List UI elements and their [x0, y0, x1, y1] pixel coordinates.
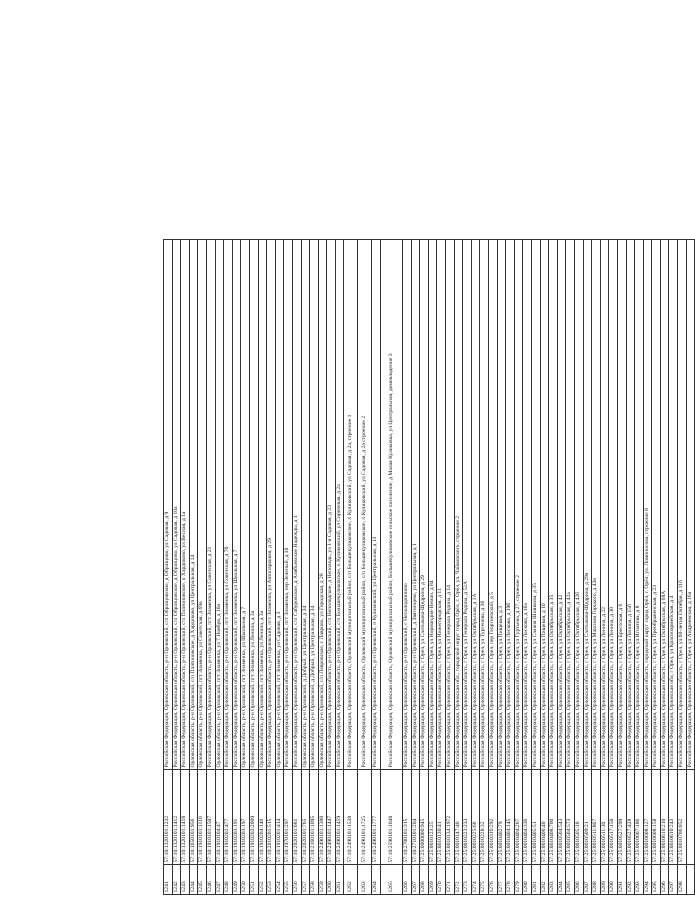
table-row: [301, 240, 310, 895]
row-number-cell: 1264: [372, 865, 381, 895]
address-cell: Российская Федерация, Орловская область, г Орел, ул Преображенская, д 23: [652, 240, 661, 770]
table-row: [523, 240, 532, 895]
cadastral-number-cell: 57:25:0010505:18: [574, 770, 583, 865]
row-number-cell: 1296: [660, 865, 669, 895]
address-cell: Российская Федерация, Орловская область, р-н Орловский, п Куликовский, ул Центральная, д 13: [372, 240, 381, 770]
table-row: [327, 240, 336, 895]
row-number-cell: 1290: [609, 865, 618, 895]
address-cell: Российская Федерация, Орловская область, г Орел, ул Лескова, д 16а: [523, 240, 532, 770]
cadastral-number-cell: 57:25:0010504:573: [566, 770, 575, 865]
address-cell: Российская Федерация, Орловская область, р-н Орловский, пгт Знаменка, ул Автопарковая, д 29: [267, 240, 276, 770]
address-cell: Российская Федерация, Орловская область, г Орел, ул Октябрьская, д 42: [557, 240, 566, 770]
address-cell: Российская Федерация, Орловская область, г Орел, ул Ленина, д 15б: [626, 240, 635, 770]
address-cell: Российская Федерация, Орловская область, г Орел, ул Октябрьская, д 35: [549, 240, 558, 770]
address-cell: Орловская область, р-н Орловский, пгт Знаменка, ул Ленина, д 3а: [258, 240, 267, 770]
address-cell: Российская Федерация, Орловская область, р-н Орловский, пгт Знаменка, ул Советская, д 21: [206, 240, 215, 770]
table-row: [206, 240, 215, 895]
table-row: [267, 240, 276, 895]
row-number-cell: 1250: [241, 865, 250, 895]
row-number-cell: 1288: [592, 865, 601, 895]
table-row: [557, 240, 566, 895]
table-row: [258, 240, 267, 895]
address-cell: Российская Федерация, Орловская область, р-н Орловский, с/п Образцовское, д Образцово, ул Садовая, д 10а: [172, 240, 181, 770]
address-cell: Российская Федерация, Орловская область, р-н Орловский, д Звягинцево, ул Центральная, д 1: [411, 240, 420, 770]
cadastral-number-cell: 57:25:0010316:292: [489, 770, 498, 865]
cadastral-number-cell: 57:10:1910203:197: [241, 770, 250, 865]
table-row: [420, 240, 429, 895]
address-cell: Российская Федерация, Орловская обл., городской округ город Орёл, г. Орёл, ул. Чайковского, строение 2: [454, 240, 463, 770]
table-row: [275, 240, 284, 895]
table-row: [643, 240, 652, 895]
address-cell: Российская Федерация, Орловская область, Орловский муниципальный район, с/п Большекуликовское, п Куликовский, ул Садовая, д 2а, строение 1: [344, 240, 358, 770]
table-row: [660, 240, 669, 895]
table-row: [566, 240, 575, 895]
cadastral-number-cell: 57:25:0010517:150: [609, 770, 618, 865]
table-row: [480, 240, 489, 895]
row-number-cell: 1269: [428, 865, 437, 895]
table-row: [215, 240, 224, 895]
row-number-cell: 1294: [643, 865, 652, 895]
row-number-cell: 1253: [267, 865, 276, 895]
row-number-cell: 1284: [557, 865, 566, 895]
row-number-cell: 1267: [411, 865, 420, 895]
address-cell: Российская Федерация, Орловская область, р-н Орловский, с/п Платоновское, п Хардиково, ул Весная, д 1а: [181, 240, 190, 770]
row-number-cell: 1266: [403, 865, 412, 895]
row-number-cell: 1270: [437, 865, 446, 895]
row-number-cell: 1286: [574, 865, 583, 895]
table-row: [284, 240, 293, 895]
table-row: [241, 240, 250, 895]
address-cell: Российская Федерация, Орловская область, городской округ город Орёл, г. Орёл, ул. Ломоносова, строение 8: [643, 240, 652, 770]
cadastral-number-cell: 57:25:0010228:32: [480, 770, 489, 865]
row-number-cell: 1275: [480, 865, 489, 895]
table-row: [497, 240, 506, 895]
table-row: [652, 240, 661, 895]
row-number-cell: 1271: [446, 865, 455, 895]
row-number-cell: 1297: [669, 865, 678, 895]
cadastral-number-cell: 57:25:0010509:21: [583, 770, 592, 865]
address-cell: Российская Федерация, Орловская область, Орловский муниципальный район, Большекуликовское сельское поселение, д Малая Куликовка, ул Центральная, домовладение 3: [381, 240, 403, 770]
address-cell: Российская Федерация, Орловская область, р-н Орловский, пгт Знаменка, ул Школьная, д 7: [232, 240, 241, 770]
row-number-cell: 1251: [249, 865, 258, 895]
table-row: [437, 240, 446, 895]
cadastral-number-cell: 57:25:0010511:30: [600, 770, 609, 865]
row-number-cell: 1298: [678, 865, 687, 895]
row-number-cell: 1243: [181, 865, 190, 895]
address-cell: Российская Федерация, Орловская область, г Орел, ул Октябрьская, д 1А: [471, 240, 480, 770]
table-row: [292, 240, 301, 895]
table-row: [189, 240, 198, 895]
row-number-cell: 1244: [189, 865, 198, 895]
cadastral-number-cell: 57:10:2490101:1725: [358, 770, 372, 865]
address-cell: Российская Федерация, Орловская область, г Орел, ул Нормандия-Неман, д 84: [428, 240, 437, 770]
table-row: [489, 240, 498, 895]
table-row: [403, 240, 412, 895]
row-number-cell: 1273: [463, 865, 472, 895]
table-row: [446, 240, 455, 895]
cadastral-number-cell: 57:10:2700101:315: [403, 770, 412, 865]
table-row: [574, 240, 583, 895]
cadastral-number-cell: 57:25:0010130:41: [437, 770, 446, 865]
table-row: [335, 240, 344, 895]
row-number-cell: 1279: [514, 865, 523, 895]
row-number-cell: 1280: [523, 865, 532, 895]
cadastral-number-cell: 57:25:0010225:66: [471, 770, 480, 865]
table-row: [506, 240, 515, 895]
table-row: [164, 240, 173, 895]
cadastral-number-cell: 57:25:0010223:233: [463, 770, 472, 865]
table-row: [454, 240, 463, 895]
cadastral-number-cell: 57:10:2020101:765: [301, 770, 310, 865]
cadastral-number-cell: 57:25:0010408:700: [549, 770, 558, 865]
address-cell: Российская Федерация, Орловская область, р-н Орловский, с/п Неполодское, д Неполодь, ул 1-я Садовая, д 23: [327, 240, 336, 770]
address-cell: Российская Федерация, Орловская область, г Орел, ул Октябрьская, д 68А: [660, 240, 669, 770]
row-number-cell: 1272: [454, 865, 463, 895]
table-row: [600, 240, 609, 895]
row-number-cell: 1254: [275, 865, 284, 895]
cadastral-number-cell: 57:25:0010123:25: [428, 770, 437, 865]
table-row: [318, 240, 327, 895]
table-row: [531, 240, 540, 895]
address-cell: Российская Федерация, Орловская область, г Орел, ул Максима Горького, д 43в: [592, 240, 601, 770]
address-cell: Российская Федерация, Орловская область, г Орел, ул Андреевская, д 16а: [686, 240, 695, 770]
cadastral-number-cell: 57:25:0010608:158: [652, 770, 661, 865]
table-row: [310, 240, 319, 895]
cadastral-number-cell: 57:25:0010404:267: [514, 770, 523, 865]
table-row: [626, 240, 635, 895]
cadastral-number-cell: 57:25:0010511:867: [592, 770, 601, 865]
table-row: [609, 240, 618, 895]
row-number-cell: 1295: [652, 865, 661, 895]
table-row: [463, 240, 472, 895]
row-number-cell: 1249: [232, 865, 241, 895]
address-cell: Российская Федерация, Орловская область, г Орел, ул Нижегородская, д 11: [437, 240, 446, 770]
table-row: [224, 240, 233, 895]
address-cell: Российская Федерация, Орловская область, р-н Орловский, пгт Знаменка, пер Зеленый, д 10: [284, 240, 293, 770]
address-cell: Российская Федерация, Орловская обл, г Орел, ул Красноармейская, д 4: [669, 240, 678, 770]
row-number-cell: 1293: [635, 865, 644, 895]
address-cell: Российская Федерация, Орловская область, р-н Орловский, с/п Образцовское, д Образцово, ул Садовая, д 9: [164, 240, 173, 770]
row-number-cell: 1291: [617, 865, 626, 895]
table-row: [181, 240, 190, 895]
cadastral-number-cell: 57:10:1910201:414: [275, 770, 284, 865]
table-row: [172, 240, 181, 895]
address-cell: Российская Федерация, Орловская область, г Орел, ул Ленина, д 30: [609, 240, 618, 770]
table-row: [686, 240, 695, 895]
table-row: [198, 240, 207, 895]
cadastral-number-cell: 57:25:0010147:40: [454, 770, 463, 865]
cadastral-number-cell: 57:25:0010607:186: [635, 770, 644, 865]
cadastral-number-cell: 57:10:1910203:191: [232, 770, 241, 865]
row-number-cell: 1276: [489, 865, 498, 895]
table-row: [372, 240, 381, 895]
row-number-cell: 1265: [381, 865, 403, 895]
row-number-cell: 1287: [583, 865, 592, 895]
cadastral-number-cell: 57:10:1910202:477: [224, 770, 233, 865]
row-number-cell: 1261: [335, 865, 344, 895]
table-row: [549, 240, 558, 895]
row-number-cell: 1242: [172, 865, 181, 895]
address-cell: Орловская область, р-н Орловский, пгт Знаменка, ул Школьная, д 7: [241, 240, 250, 770]
table-row: [617, 240, 626, 895]
address-cell: Российская Федерация, Орловская область, г Орел, ул Лескова, д 19б: [506, 240, 515, 770]
table-row: [344, 240, 358, 895]
cadastral-number-cell: 57:10:2710101:204: [411, 770, 420, 865]
address-cell: Российская Федерация, Орловская область, г Орел, ул Саханя Шишкова, д 35: [531, 240, 540, 770]
address-cell: Российская Федерация, Орловская область, г Орел, ул Гуртьева, д 27, строение 2: [514, 240, 523, 770]
row-number-cell: 1256: [292, 865, 301, 895]
cadastral-number-cell: 57:10:2490101:1777: [372, 770, 381, 865]
address-cell: Орловская область, р-н Орловский, пгт Знаменка, ул Садовая, д 3: [275, 240, 284, 770]
cadastral-number-cell: 57:25:0010405:51: [531, 770, 540, 865]
table-row: [592, 240, 601, 895]
row-number-cell: 1285: [566, 865, 575, 895]
cadastral-number-cell: 57:10:2160101:1095: [310, 770, 319, 865]
cadastral-number-cell: 57:10:2020101:681: [292, 770, 301, 865]
row-number-cell: [686, 865, 695, 895]
cadastral-number-cell: 57:25:0010527:428: [626, 770, 635, 865]
address-cell: Российская Федерация, Орловская область, р-н Орловский, с Неполодчиново: [403, 240, 412, 770]
table-row: [678, 240, 687, 895]
cadastral-number-cell: 57:25:0010608:127: [643, 770, 652, 865]
cadastral-number-cell: 57:10:1910203:2009: [249, 770, 258, 865]
address-cell: Российская Федерация, Орловская область, г Орел, ул Пищевая, д 3: [497, 240, 506, 770]
row-number-cell: 1258: [310, 865, 319, 895]
address-cell: Орловская область, р-н Орловский, с/п Платоновское, д Хардиково, ул Центральная, д 14: [189, 240, 198, 770]
cadastral-number-cell: 57:10:1320101:1232: [164, 770, 173, 865]
cadastral-number-cell: 57:10:1320101:1418: [181, 770, 190, 865]
cadastral-number-cell: 57:25:0010402:79: [497, 770, 506, 865]
address-cell: Российская Федерация, Орловская область, г Орел, ул Октябрьская, д 42б: [574, 240, 583, 770]
table-row: [428, 240, 437, 895]
row-number-cell: 1246: [206, 865, 215, 895]
address-cell: Российская Федерация, Орловская область, Орловский муниципальный район, с/п Большекуликовское, п Куликовский, ул Садовая, д 2а строение 2: [358, 240, 372, 770]
row-number-cell: 1289: [600, 865, 609, 895]
address-cell: Российская Федерация, Орловская область, г Орел, ул Октябрьская, д 42а: [566, 240, 575, 770]
cadastral-number-cell: 57:10:1910204:140: [258, 770, 267, 865]
address-cell: Российская Федерация, Орловская область, г Орел, ул Салтыкова-Щедрина, д 29а: [583, 240, 592, 770]
cadastral-number-cell: 57:10:2490101:1447: [327, 770, 336, 865]
row-number-cell: 1259: [318, 865, 327, 895]
address-cell: Российская Федерация, Орловская область, г Орел, ул Тургенева, д 36: [480, 240, 489, 770]
cadastral-number-cell: 57:25:0010504:543: [557, 770, 566, 865]
cadastral-number-cell: 57:25:0010610:210: [660, 770, 669, 865]
row-number-cell: 1255: [284, 865, 293, 895]
cadastral-number-cell: 57:25:0010134:1972: [446, 770, 455, 865]
row-number-cell: 1263: [358, 865, 372, 895]
address-cell: Орловская область, р-н Орловский, пгт Знаменка, ул Советская, д 69в: [198, 240, 207, 770]
row-number-cell: 1268: [420, 865, 429, 895]
table-row: [635, 240, 644, 895]
row-number-cell: 1252: [258, 865, 267, 895]
address-cell: Российская Федерация, Орловская область, г Орел, ул Салтыкова-Щедрина, д 29: [420, 240, 429, 770]
table-row: [358, 240, 372, 895]
cadastral-number-cell: 57:10:2490101:1380: [318, 770, 327, 865]
table-row: [381, 240, 403, 895]
row-number-cell: 1247: [215, 865, 224, 895]
cadastral-number-cell: 57:10:1910104:47: [215, 770, 224, 865]
row-number-cell: 1283: [549, 865, 558, 895]
table-row: [232, 240, 241, 895]
row-number-cell: 1281: [531, 865, 540, 895]
address-cell: Российская Федерация, Орловская область, р-н Орловский, с/п Большекуликовское, п Куликовский, ул Сиреневая, д 2а: [335, 240, 344, 770]
address-cell: Орловская область, р-н Орловский, с/п Лавровское, с Лаврово, ул Городская, д 28: [318, 240, 327, 770]
cadastral-number-cell: 57:25:0000000:945: [420, 770, 429, 865]
register-body: [164, 240, 695, 895]
table-row: [249, 240, 258, 895]
cadastral-register-table: [163, 239, 695, 895]
address-cell: Российская Федерация, Орловская область, г Орел, ул Генерала Родина, д 14: [446, 240, 455, 770]
table-row: [583, 240, 592, 895]
address-cell: Российская Федерация, Орловская область, г Орел, ул Генерала Родина, д 52А: [463, 240, 472, 770]
address-cell: Орловская область, р-н Орловский, д Добрый, ул Центральная, д 34: [310, 240, 319, 770]
cadastral-number-cell: 57:10:1910101:1507: [206, 770, 215, 865]
cadastral-number-cell: 57:10:1320101:1412: [172, 770, 181, 865]
address-cell: Орловская область, р-н Орловский, д Добрый, ул Центральная, д 34: [301, 240, 310, 770]
row-number-cell: 1245: [198, 865, 207, 895]
row-number-cell: 1262: [344, 865, 358, 895]
cadastral-number-cell: 57:10:1910101:1110: [198, 770, 207, 865]
row-number-cell: 1260: [327, 865, 336, 895]
address-cell: Российская Федерация, Орловская область, г Орел, ул Ленина, д 22: [600, 240, 609, 770]
table-row: [411, 240, 420, 895]
row-number-cell: 1248: [224, 865, 233, 895]
address-cell: Российская Федерация, Орловская область, г Орел, ул Пищевая, д 10: [540, 240, 549, 770]
row-number-cell: 1292: [626, 865, 635, 895]
row-number-cell: 1282: [540, 865, 549, 895]
cadastral-number-cell: 57:25:0010404:336: [523, 770, 532, 865]
row-number-cell: 1278: [506, 865, 515, 895]
cadastral-number-cell: 57:10:2490101:1538: [344, 770, 358, 865]
address-cell: Российская Федерация, Орловская область, г Орел, ул Игнатова, д 8: [635, 240, 644, 770]
row-number-cell: 1257: [301, 865, 310, 895]
cadastral-number-cell: [686, 770, 695, 865]
row-number-cell: 1241: [164, 865, 173, 895]
cadastral-number-cell: 57:25:0010406:40: [540, 770, 549, 865]
cadastral-number-cell: 57:10:2010201:515: [267, 770, 276, 865]
cadastral-number-cell: 57:25:0010706:852: [678, 770, 687, 865]
address-cell: Орловская область, р-н Орловский, пгт Знаменка, ул Ленина, д 3а: [249, 240, 258, 770]
table-row: [514, 240, 523, 895]
address-cell: Орловская область, р-н Орловский, пгт Знаменка, ул 7 Ноября, д 10а: [215, 240, 224, 770]
address-cell: Российская Федерация, Орловская область, г Орел, ул Брестская, д 6: [617, 240, 626, 770]
address-cell: Российская Федерация, Орловская область, р-н Орловский, с/п Сабуровское, д Алябьевское Надежды, д 1: [292, 240, 301, 770]
cadastral-number-cell: 57:25:0010610:243: [669, 770, 678, 865]
address-cell: Российская Федерация, Орловская область, г Орел, пер Георгиевский, д 5: [489, 240, 498, 770]
cadastral-number-cell: 57:25:0010527:299: [617, 770, 626, 865]
cadastral-number-cell: 57:10:1970101:297: [284, 770, 293, 865]
cadastral-number-cell: 57:10:1650101:956: [189, 770, 198, 865]
table-row: [471, 240, 480, 895]
table-row: [540, 240, 549, 895]
address-cell: Российская Федерация, Орловская область, р-н Орловский, пгт Знаменка, ул Советская, д 70: [224, 240, 233, 770]
address-cell: Российская Федерация, Орловская область, г Орел, ул 60-летия Октября, д 11б: [678, 240, 687, 770]
table-row: [669, 240, 678, 895]
row-number-cell: 1274: [471, 865, 480, 895]
cadastral-number-cell: 57:10:2490101:1459: [335, 770, 344, 865]
cadastral-number-cell: 57:25:0010404:145: [506, 770, 515, 865]
row-number-cell: 1277: [497, 865, 506, 895]
cadastral-number-cell: 57:10:2590101:1048: [381, 770, 403, 865]
